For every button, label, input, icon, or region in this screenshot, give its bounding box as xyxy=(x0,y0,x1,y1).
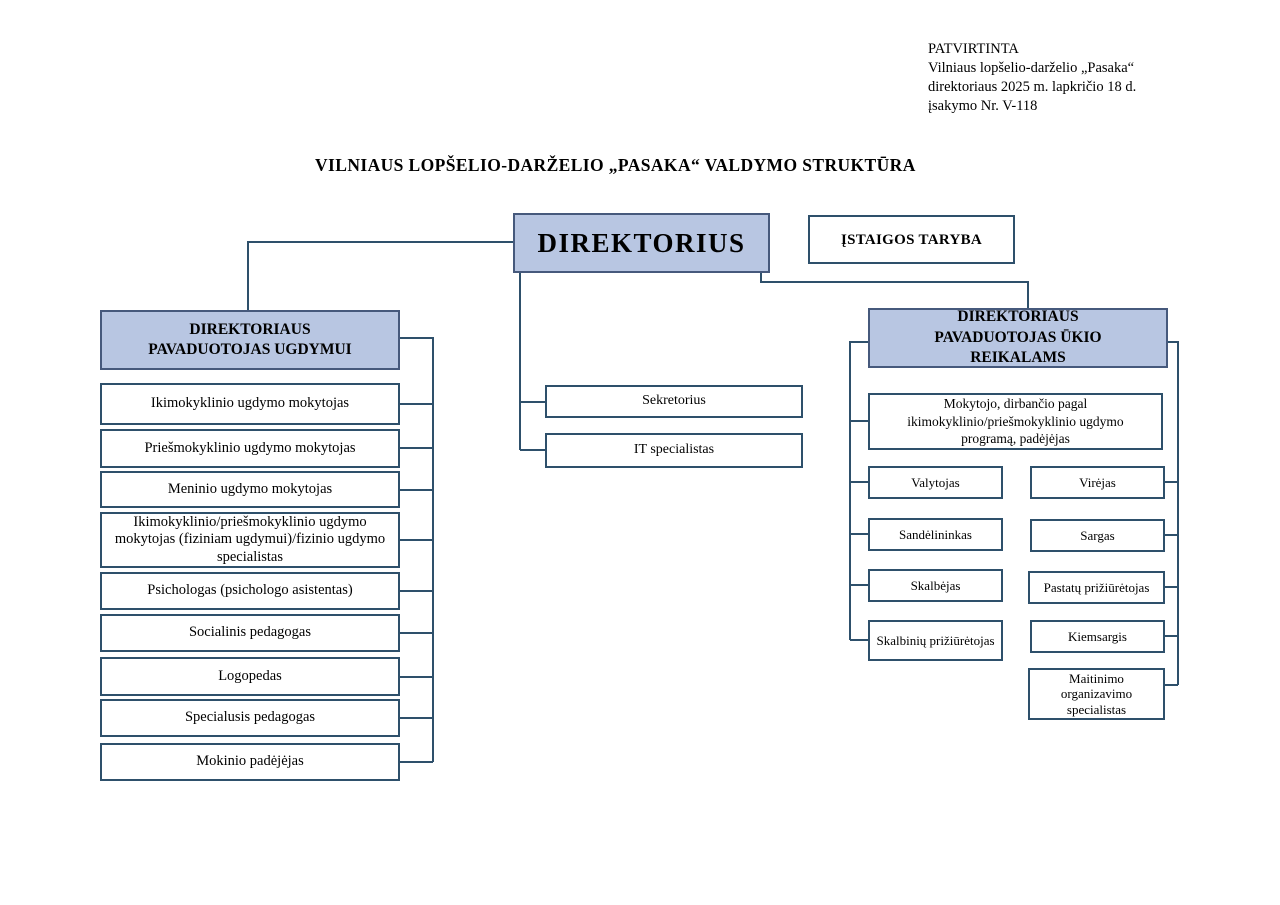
box-socialinis-pedagogas xyxy=(100,614,400,652)
box-valytojas xyxy=(868,466,1003,499)
box-label: Psichologas (psichologo asistentas) xyxy=(147,582,353,599)
approval-line: įsakymo Nr. V-118 xyxy=(928,97,1038,114)
box-label: Pastatų prižiūrėtojas xyxy=(1043,579,1150,595)
box-fizinio-ugdymo-specialistas: Ikimokyklinio/priešmokyklinio ugdymo mokytojas (fiziniam ugdymui)/fizinio ugdymo specialistas xyxy=(100,512,400,568)
box-label: Virėjas xyxy=(1079,474,1116,490)
box-it-specialistas xyxy=(545,433,803,468)
box-label: Logopedas xyxy=(218,667,282,684)
box-priesmokyklinio-ugdymo-mokytojas xyxy=(100,429,400,468)
box-label: Socialinis pedagogas xyxy=(188,624,312,641)
box-mokinio-padejejas xyxy=(100,743,400,781)
box-sekretorius xyxy=(545,385,803,418)
connector-director-to-deputy-facilities xyxy=(761,273,1028,308)
box-label: Kiemsargis xyxy=(1068,628,1127,644)
box-sargas xyxy=(1030,519,1165,552)
approval-line: Vilniaus lopšelio-darželio „Pasaka“ xyxy=(928,59,1135,76)
box-virejas xyxy=(1030,466,1165,499)
box-mokytojo-padejejas: Mokytojo, dirbančio pagal ikimokyklinio/priešmokyklinio ugdymo programą, padėjėjas xyxy=(868,393,1163,450)
box-label: Priešmokyklinio ugdymo mokytojas xyxy=(144,439,356,456)
box-ikimokyklinio-ugdymo-mokytojas xyxy=(100,383,400,425)
box-label: Sandėlininkas xyxy=(899,526,972,542)
box-label: Meninio ugdymo mokytojas xyxy=(167,480,333,497)
box-label: Sekretorius xyxy=(642,393,706,409)
box-pastatu-priziuretojas xyxy=(1028,571,1165,604)
box-label: Specialusis pedagogas xyxy=(184,709,316,726)
connector-education-trunk xyxy=(400,338,433,762)
approval-block xyxy=(928,40,1258,115)
box-label: Sargas xyxy=(1080,527,1115,543)
box-direktorius xyxy=(513,213,770,273)
box-label: IT specialistas xyxy=(633,442,715,458)
box-specialusis-pedagogas xyxy=(100,699,400,737)
connector-facilities-left-trunk xyxy=(850,342,868,640)
box-direktorius-label: DIREKTORIUS xyxy=(537,227,746,258)
box-skalbiniu-priziuretojas xyxy=(868,620,1003,661)
box-direktoriaus-pavaduotojas-ugdymui: DIREKTORIAUS PAVADUOTOJAS UGDYMUI xyxy=(100,310,400,370)
box-istaigos-taryba xyxy=(808,215,1015,264)
box-direktoriaus-pavaduotojas-ukio-reikalams: DIREKTORIAUS PAVADUOTOJAS ŪKIO REIKALAMS xyxy=(868,308,1168,368)
box-istaigos-taryba-label: ĮSTAIGOS TARYBA xyxy=(840,231,983,248)
box-maitinimo-organizavimo-specialistas xyxy=(1028,668,1165,720)
connector-facilities-right-trunk xyxy=(1165,342,1178,685)
box-label: Skalbinių prižiūrėtojas xyxy=(876,632,995,648)
box-label: Skalbėjas xyxy=(910,577,961,593)
connector-director-to-deputy-education xyxy=(248,242,513,310)
box-meninio-ugdymo-mokytojas xyxy=(100,471,400,508)
box-sandelininkas xyxy=(868,518,1003,551)
box-skalbejas xyxy=(868,569,1003,602)
box-label: Valytojas xyxy=(911,474,960,490)
box-kiemsargis xyxy=(1030,620,1165,653)
box-logopedas xyxy=(100,657,400,696)
approval-line: direktoriaus 2025 m. lapkričio 18 d. xyxy=(928,78,1137,95)
page-title: VILNIAUS LOPŠELIO-DARŽELIO „PASAKA“ VALDYMO STRUKTŪRA xyxy=(315,155,916,175)
box-label: Maitinimo organizavimo specialistas xyxy=(1060,670,1133,717)
box-label: Mokinio padėjėjas xyxy=(196,753,304,770)
approval-line: PATVIRTINTA xyxy=(928,41,1019,57)
box-label: Ikimokyklinio ugdymo mokytojas xyxy=(150,395,350,412)
connector-director-to-staff xyxy=(520,273,545,450)
box-psichologas xyxy=(100,572,400,610)
